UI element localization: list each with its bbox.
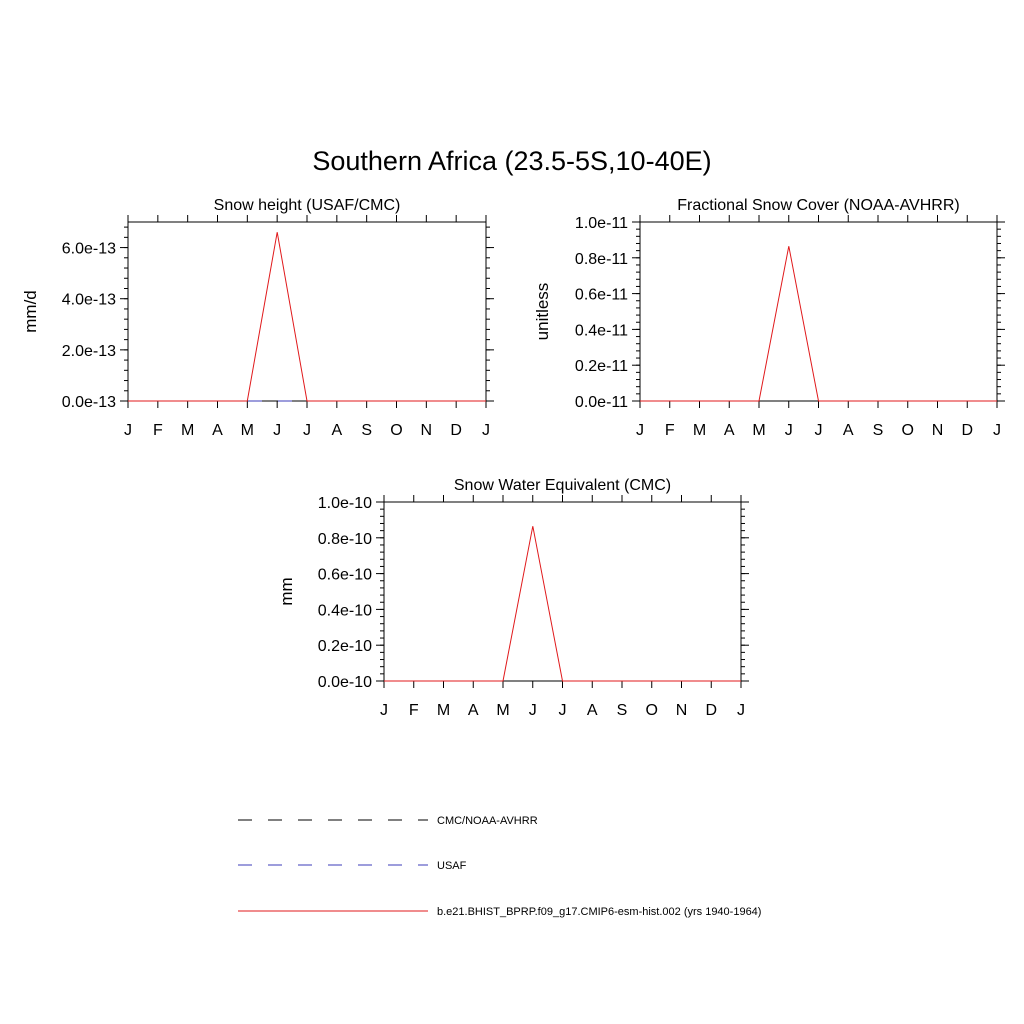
x-tick-label: O [901,422,914,439]
x-tick-label: A [467,702,479,719]
plot-frame [128,222,486,401]
x-tick-label: S [616,702,628,719]
y-axis-label: unitless [533,282,552,341]
legend-label: CMC/NOAA-AVHRR [437,815,538,827]
x-tick-label: A [723,422,735,439]
y-tick-label: 1.0e-11 [574,215,628,232]
x-tick-label: J [273,422,282,439]
x-tick-label: N [420,422,433,439]
legend-label: USAF [437,860,467,872]
x-tick-label: D [705,702,718,719]
y-tick-label: 0.8e-11 [574,250,628,268]
x-tick-label: D [450,422,462,439]
x-tick-label: S [361,422,373,439]
x-tick-label: S [872,422,884,439]
x-tick-label: J [784,422,793,439]
x-tick-label: J [528,702,537,719]
y-tick-label: 0.8e-10 [317,530,372,548]
x-tick-label: J [993,422,1001,439]
x-tick-label: M [181,422,195,439]
y-tick-label: 0.0e-10 [317,674,372,691]
y-tick-label: 0.0e-11 [574,394,628,411]
y-tick-label: 0.2e-10 [317,638,372,656]
x-tick-label: F [152,422,163,439]
panel-title: Fractional Snow Cover (NOAA-AVHRR) [677,197,960,214]
x-tick-label: A [842,422,854,439]
x-tick-label: J [380,702,388,719]
panel-fractional-snow-cover [533,197,1005,439]
x-tick-label: M [692,422,707,439]
x-tick-label: F [664,422,675,439]
x-tick-label: N [675,702,688,719]
x-tick-label: O [390,422,403,439]
y-tick-label: 1.0e-10 [317,495,372,512]
x-tick-label: M [436,702,451,719]
y-tick-label: 6.0e-13 [61,240,116,258]
x-tick-label: J [482,422,490,439]
x-tick-label: O [645,702,658,719]
y-tick-label: 0.0e-13 [61,394,116,411]
x-tick-label: M [752,422,766,439]
y-tick-label: 0.6e-11 [574,286,628,304]
legend [238,815,761,918]
panel-title: Snow height (USAF/CMC) [213,197,401,214]
x-tick-label: M [496,702,510,719]
x-tick-label: A [586,702,598,719]
y-tick-label: 0.6e-10 [317,566,372,584]
legend-label: b.e21.BHIST_BPRP.f09_g17.CMIP6-esm-hist.002 (yrs 1940-1964) [437,906,762,918]
x-tick-label: J [558,702,567,719]
y-tick-label: 0.2e-11 [574,358,628,376]
x-tick-label: N [931,422,944,439]
figure-title: Southern Africa (23.5-5S,10-40E) [312,146,712,176]
x-tick-label: J [303,422,311,439]
y-tick-label: 0.4e-10 [317,602,372,620]
x-tick-label: A [212,422,223,439]
x-tick-label: J [124,422,132,439]
series-line [128,232,486,401]
y-tick-label: 0.4e-11 [574,322,628,340]
y-tick-label: 4.0e-13 [61,291,116,309]
x-tick-label: F [408,702,419,719]
x-tick-label: J [814,422,823,439]
y-axis-label: mm [277,577,296,606]
panel-snow-water-equivalent [277,477,749,719]
x-tick-label: D [961,422,974,439]
plot-frame [640,222,997,401]
series-line [384,526,741,681]
panel-snow-height [21,197,494,439]
y-axis-label: mm/d [21,290,40,333]
panel-title: Snow Water Equivalent (CMC) [453,477,672,494]
plot-frame [384,502,741,681]
x-tick-label: M [240,422,254,439]
x-tick-label: J [636,422,644,439]
x-tick-label: J [737,702,745,719]
x-tick-label: A [331,422,343,439]
series-line [640,246,997,401]
y-tick-label: 2.0e-13 [61,342,116,360]
